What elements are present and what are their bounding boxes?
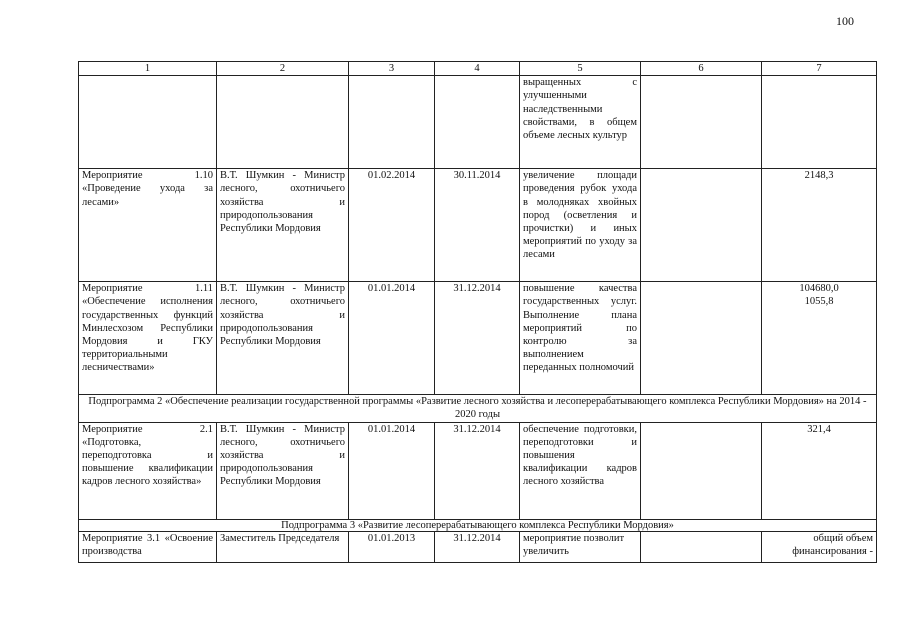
- result-cell: повышение качества государственных услуг. Выполнение плана мероприятий по контролю за выполнением переданных полномочий: [520, 282, 641, 395]
- result-cell: мероприятие позволит увеличить: [520, 531, 641, 562]
- empty-cell: [641, 531, 762, 562]
- column-number: 2: [217, 62, 349, 76]
- result-cell: выращенных с улучшенными наследственными свойствами, в общем объеме лесных культур: [520, 76, 641, 169]
- column-number: 5: [520, 62, 641, 76]
- funding-cell: [762, 76, 877, 169]
- empty-cell: [641, 282, 762, 395]
- funding-value: 104680,0: [799, 283, 839, 295]
- responsible-cell: Заместитель Председателя: [217, 531, 349, 562]
- column-number: 6: [641, 62, 762, 76]
- funding-cell: 321,4: [762, 422, 877, 519]
- subprogram-2-row: [79, 395, 877, 422]
- table-row-continuation: [79, 76, 877, 169]
- end-date-cell: 31.12.2014: [435, 422, 520, 519]
- column-number: 1: [79, 62, 217, 76]
- empty-cell: [641, 169, 762, 282]
- event-cell: [79, 76, 217, 169]
- subprogram-2-title: Подпрограмма 2 «Обеспечение реализации государственной программы «Развитие лесного хозяйства и лесоперерабатывающего комплекса Республики Мордовия» на 2014 - 2020 годы: [79, 395, 877, 422]
- start-date-cell: 01.01.2014: [349, 282, 435, 395]
- event-cell: Мероприятие 1.10 «Проведение ухода за лесами»: [79, 169, 217, 282]
- column-number: 7: [762, 62, 877, 76]
- subprogram-3-title: Подпрограмма 3 «Развитие лесоперерабатывающего комплекса Республики Мордовия»: [79, 519, 877, 531]
- end-date-cell: 31.12.2014: [435, 531, 520, 562]
- responsible-cell: [217, 76, 349, 169]
- end-date-cell: [435, 76, 520, 169]
- start-date-cell: 01.01.2013: [349, 531, 435, 562]
- start-date-cell: 01.02.2014: [349, 169, 435, 282]
- empty-cell: [641, 422, 762, 519]
- table-row-event-1-11: [79, 282, 877, 395]
- column-number-row: [79, 62, 877, 76]
- responsible-cell: В.Т. Шумкин - Министр лесного, охотничьего хозяйства и природопользования Республики Мордовия: [217, 422, 349, 519]
- event-cell: Мероприятие 2.1 «Подготовка, переподготовка и повышение квалификации кадров лесного хозяйства»: [79, 422, 217, 519]
- column-number: 3: [349, 62, 435, 76]
- table-row-event-3-1: [79, 531, 877, 562]
- end-date-cell: 31.12.2014: [435, 282, 520, 395]
- start-date-cell: [349, 76, 435, 169]
- funding-cell: [762, 282, 877, 395]
- funding-cell: общий объем финансирования -: [762, 531, 877, 562]
- event-cell: Мероприятие 1.11 «Обеспечение исполнения государственных функций Минлесхозом Республики Мордовия и ГКУ территориальными лесничествами»: [79, 282, 217, 395]
- table-row-event-2-1: [79, 422, 877, 519]
- page-number: 100: [836, 14, 854, 28]
- event-cell: Мероприятие 3.1 «Освоение производства: [79, 531, 217, 562]
- funding-value: 1055,8: [804, 296, 834, 308]
- responsible-cell: В.Т. Шумкин - Министр лесного, охотничьего хозяйства и природопользования Республики Мордовия: [217, 169, 349, 282]
- table-row-event-1-10: [79, 169, 877, 282]
- start-date-cell: 01.01.2014: [349, 422, 435, 519]
- column-number: 4: [435, 62, 520, 76]
- subprogram-3-row: [79, 519, 877, 531]
- funding-value: 2148,3: [804, 170, 834, 182]
- program-table: [78, 61, 877, 563]
- result-cell: увеличение площади проведения рубок ухода в молодняках хвойных пород (осветления и прочистки) и иных мероприятий по уходу за лесами: [520, 169, 641, 282]
- result-cell: обеспечение подготовки, переподготовки и повышения квалификации кадров лесного хозяйства: [520, 422, 641, 519]
- end-date-cell: 30.11.2014: [435, 169, 520, 282]
- funding-cell: [762, 169, 877, 282]
- empty-cell: [641, 76, 762, 169]
- responsible-cell: В.Т. Шумкин - Министр лесного, охотничьего хозяйства и природопользования Республики Мордовия: [217, 282, 349, 395]
